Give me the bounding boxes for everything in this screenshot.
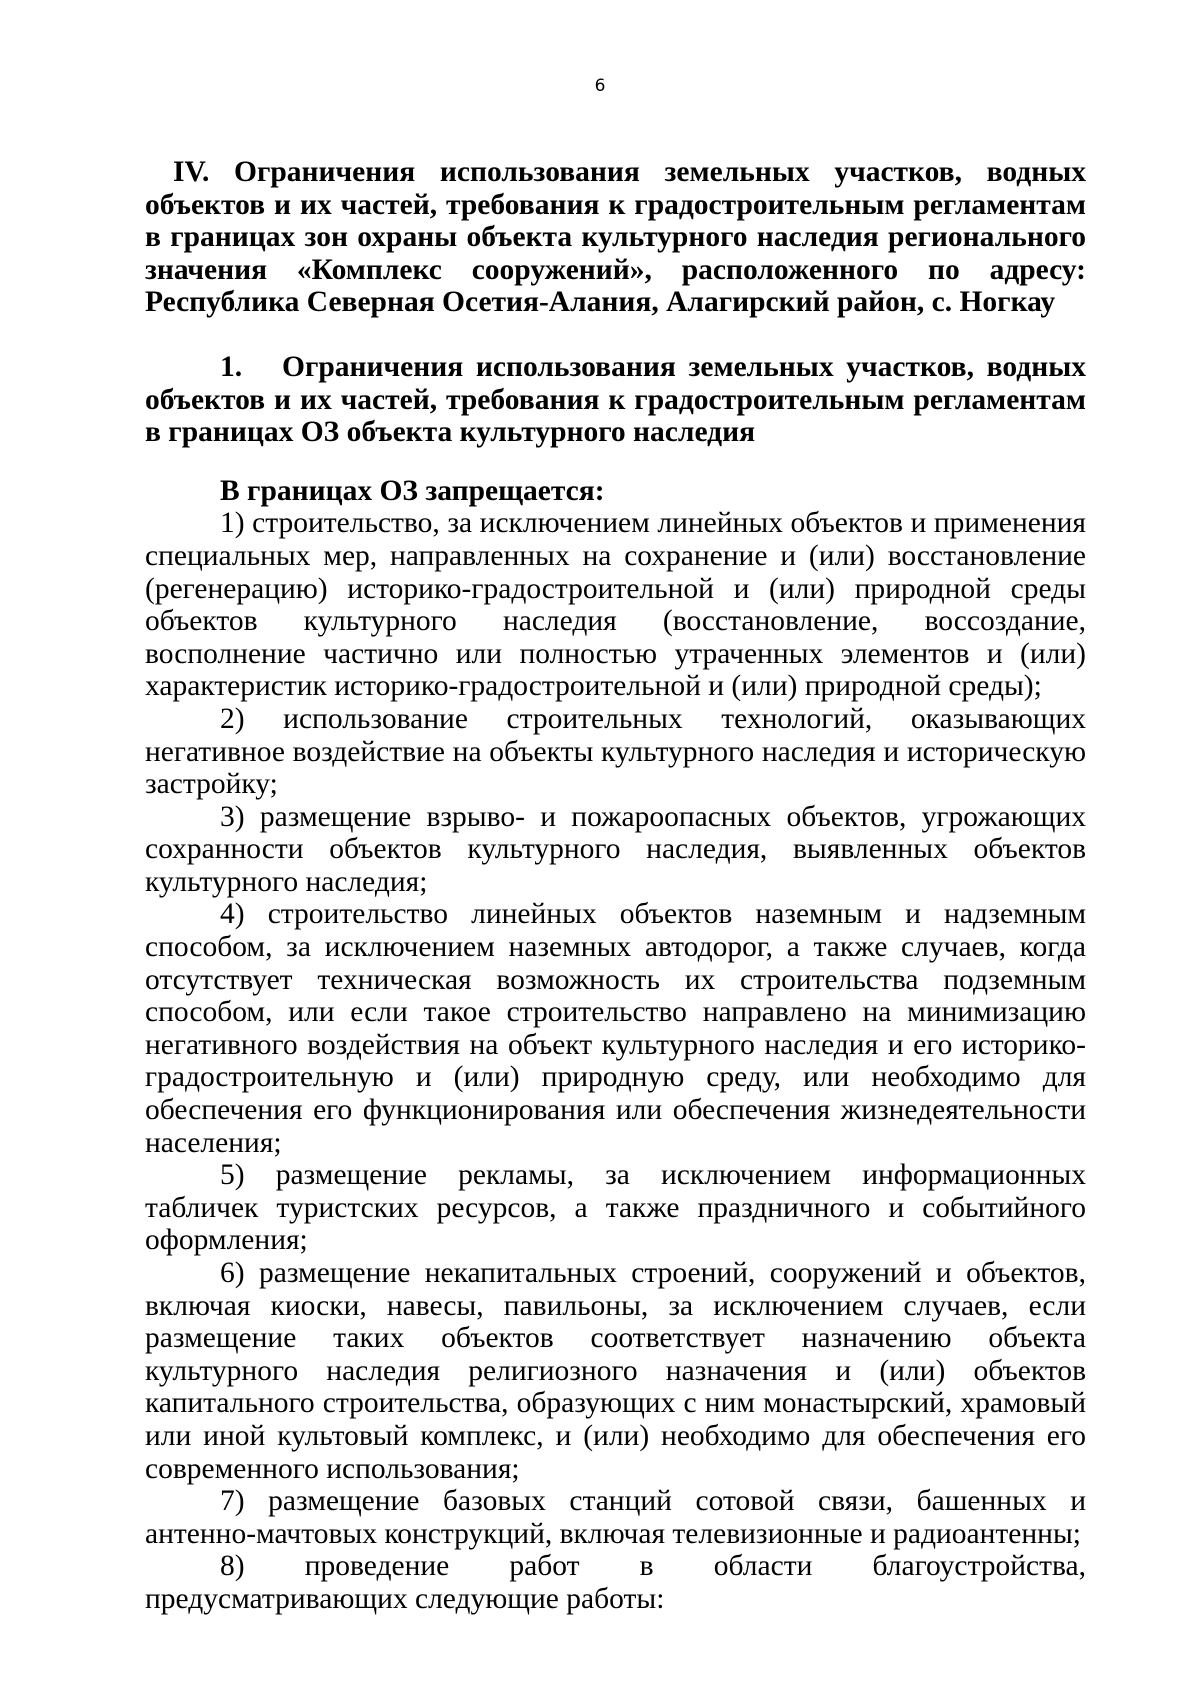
prohibited-item-3: 3) размещение взрыво- и пожароопасных объектов, угрожающих сохранности объектов культурного наследия, выявленных объектов культурного наследия;: [145, 800, 1086, 898]
prohibited-item-4: 4) строительство линейных объектов наземным и надземным способом, за исключением наземных автодорог, а также случаев, когда отсутствует техническая возможность их строительства подземным способом, или если такое строительство направлено на минимизацию негативного воздействия на объект культурного наследия и его историко-градостроительную и (или) природную среду, или необходимо для обеспечения его функционирования или обеспечения жизнедеятельности населения;: [145, 898, 1086, 1159]
prohibited-list: [145, 507, 1086, 1615]
prohibited-item-5: 5) размещение рекламы, за исключением информационных табличек туристских ресурсов, а также праздничного и событийного оформления;: [145, 1159, 1086, 1257]
subsection-title: Ограничения использования земельных участков, водных объектов и их частей, требования к градостроительным регламентам в границах ОЗ объекта культурного наследия: [145, 350, 1086, 449]
page-number: 6: [594, 76, 606, 96]
page-content: [145, 156, 1086, 1616]
subsection-heading: [145, 351, 1086, 449]
prohibited-heading: В границах ОЗ запрещается:: [220, 474, 605, 507]
prohibited-item-1: 1) строительство, за исключением линейных объектов и применения специальных мер, направленных на сохранение и (или) восстановление (регенерацию) историко-градостроительной и (или) природной среды объектов культурного наследия (восстановление, воссоздание, восполнение частично или полностью утраченных элементов и (или) характеристик историко-градостроительной и (или) природной среды);: [145, 507, 1086, 703]
subsection-number: 1.: [220, 350, 243, 383]
prohibited-item-8: 8) проведение работ в области благоустройства, предусматривающих следующие работы:: [145, 1550, 1086, 1615]
prohibited-item-6: 6) размещение некапитальных строений, сооружений и объектов, включая киоски, навесы, павильоны, за исключением случаев, если размещение таких объектов соответствует назначению объекта культурного наследия религиозного назначения и (или) объектов капитального строительства, образующих с ним монастырский, храмовый или иной культовый комплекс, и (или) необходимо для обеспечения его современного использования;: [145, 1257, 1086, 1485]
prohibited-item-7: 7) размещение базовых станций сотовой связи, башенных и антенно-мачтовых конструкций, включая телевизионные и радиоантенны;: [145, 1485, 1086, 1550]
section-title: IV. Ограничения использования земельных участков, водных объектов и их частей, требования к градостроительным регламентам в границах зон охраны объекта культурного наследия регионального значения «Комплекс сооружений», расположенного по адресу: Республика Северная Осетия-Алания, Алагирский район, с. Ногкау: [145, 156, 1086, 319]
prohibited-item-2: 2) использование строительных технологий, оказывающих негативное воздействие на объекты культурного наследия и историческую застройку;: [145, 702, 1086, 801]
